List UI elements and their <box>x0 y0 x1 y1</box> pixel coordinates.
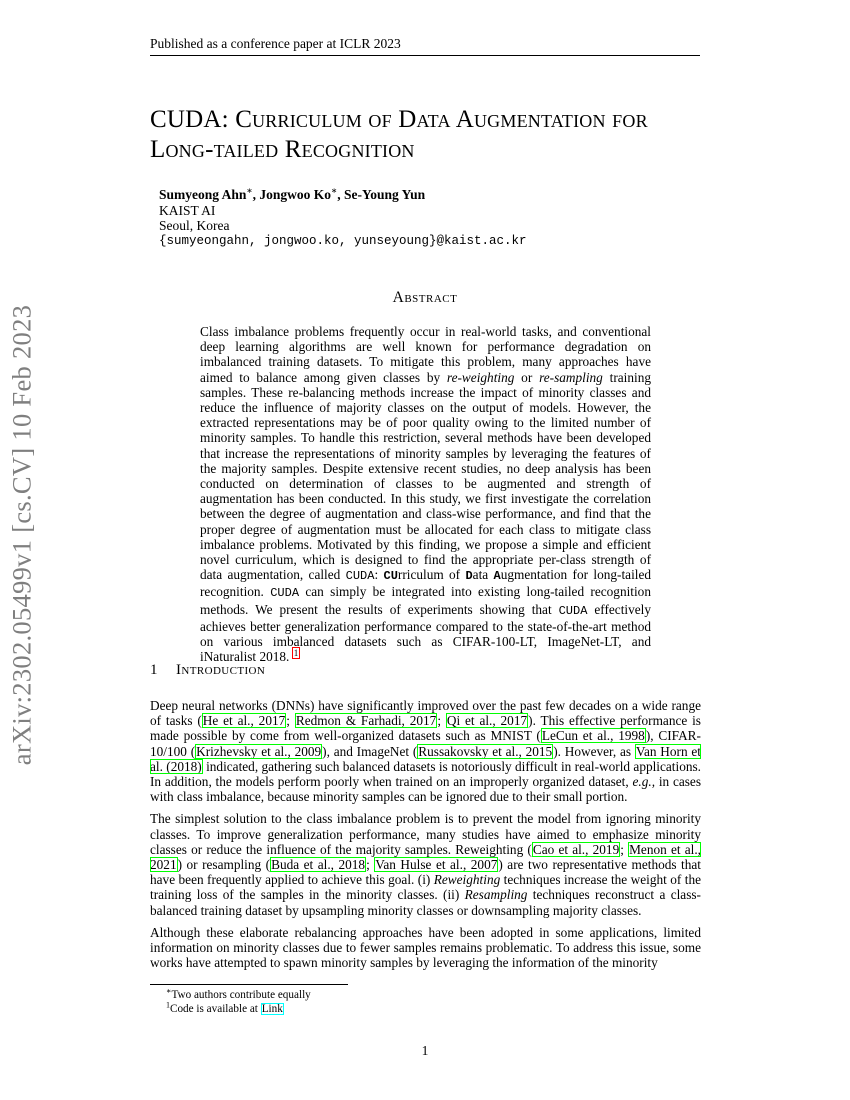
citation-link[interactable]: Menon et al., 2021 <box>150 841 701 873</box>
abstract-heading: Abstract <box>392 289 458 306</box>
cuda-name: CUDA <box>345 569 375 584</box>
author-block <box>159 187 527 249</box>
arxiv-stamp[interactable] <box>0 292 44 778</box>
arxiv-stamp-text: arXiv:2302.05499v1 [cs.CV] 10 Feb 2023 <box>6 304 37 766</box>
paper-title <box>150 105 710 165</box>
footnote-1-link[interactable]: 1 <box>293 647 299 658</box>
footnote-code: $^1$Code is available at Link <box>166 1000 283 1015</box>
equal-contrib-mark: ∗ <box>331 185 338 196</box>
page-number: 1 <box>421 1043 429 1058</box>
citation-link[interactable]: Qi et al., 2017 <box>446 713 528 729</box>
title-line-2: Long-tailed Recognition <box>150 136 415 163</box>
introduction-body <box>150 698 701 977</box>
intro-paragraph-1: Deep neural networks (DNNs) have significantly improved over the past few decades on a wide range of tasks (He et al., 2017; Redmon & Farhadi, 2017; Qi et al., 2017). This effective performance is made possible by come from well-organized datasets such as MNIST (LeCun et al., 1998), CIFAR-10/100 (Krizhevsky et al., 2009), and ImageNet (Russakovsky et al., 2015). However, as Van Horn et al. (2018) indicated, gathering such balanced datasets is notoriously difficult in real-world applications. In addition, the models perform poorly when trained on an improperly organized dataset, e.g., in cases with class imbalance, because minority samples can be ignored due to their small portion. <box>150 698 702 805</box>
footnote-equal-contribution: ∗Two authors contribute equally <box>166 986 311 1001</box>
section-heading-introduction: 1 Introduction <box>150 662 266 678</box>
author-names <box>159 187 527 203</box>
citation-link[interactable]: Redmon & Farhadi, 2017 <box>295 713 437 729</box>
footnote-rule <box>150 984 348 985</box>
title-line-1: CUDA: Curriculum of Data Augmentation for <box>150 106 648 133</box>
author-1: Sumyeong Ahn <box>159 187 247 202</box>
affiliation: KAIST AI <box>159 202 216 218</box>
running-header: Published as a conference paper at ICLR 2023 <box>150 36 700 56</box>
citation-link[interactable]: Buda et al., 2018 <box>271 857 366 873</box>
author-3: , Se-Young Yun <box>337 187 426 202</box>
author-emails: {sumyeongahn, jongwoo.ko, yunseyoung}@kaist.ac.kr <box>159 233 527 248</box>
equal-contrib-mark: ∗ <box>246 185 253 196</box>
citation-link[interactable]: Van Horn et al. (2018) <box>150 743 701 774</box>
intro-paragraph-3: Although these elaborate rebalancing approaches have been adopted in some applications, limited information on minority classes due to fewer samples remains problematic. To address this issue, some works have attempted to spawn minority samples by leveraging the information of the minority <box>150 924 701 971</box>
intro-paragraph-2: The simplest solution to the class imbalance problem is to prevent the model from ignoring minority classes. To improve generalization performance, many studies have aimed to emphasize minority classes or reduce the influence of the majority samples. Reweighting (Cao et al., 2019; Menon et al., 2021) or resampling (Buda et al., 2018; Van Hulse et al., 2007) are two representative methods that have been frequently applied to achieve this goal. (i) Reweighting techniques increase the weight of the training loss of the samples in the minority classes. (ii) Resampling techniques reconstruct a class-balanced training dataset by upsampling minority classes or downsampling majority classes. <box>150 811 701 918</box>
citation-link[interactable]: He et al., 2017 <box>202 713 286 729</box>
author-2: , Jongwoo Ko <box>252 187 332 202</box>
citation-link[interactable]: Krizhevsky et al., 2009 <box>196 743 322 759</box>
citation-link[interactable]: Van Hulse et al., 2007 <box>375 857 498 873</box>
abstract-body: Class imbalance problems frequently occur in real-world tasks, and conventional deep learning algorithms are well known for performance degradation on imbalanced training datasets. To mitigate this problem, many approaches have aimed to balance among given classes by re-weighting or re-sampling training samples. These re-balancing methods increase the impact of minority classes and reduce the influence of majority classes on the output of models. However, the extracted representations may be of poor quality owing to the limited number of minority samples. To handle this restriction, several methods have been developed that increase the representations of minority samples by leveraging the features of the majority samples. Despite extensive recent studies, no deep analysis has been conducted on determination of classes to be augmented and strength of augmentation has been conducted. In this study, we first investigate the correlation between the degree of augmentation and class-wise performance, and find that the proper degree of augmentation must be allocated for each class to mitigate class imbalance problems. Motivated by this finding, we propose a simple and efficient novel curriculum, which is designed to find the appropriate per-class strength of data augmentation, called CUDA: CUrriculum of Data Augmentation for long-tailed recognition. CUDA can simply be integrated into existing long-tailed recognition methods. We present the results of experiments showing that CUDA effectively achieves better generalization performance compared to the state-of-the-art method on various imbalanced datasets such as CIFAR-100-LT, ImageNet-LT, and iNaturalist 2018. $^1$ <box>200 324 652 665</box>
citation-link[interactable]: Russakovsky et al., 2015 <box>418 743 553 759</box>
code-link[interactable]: Link <box>261 1003 283 1015</box>
location: Seoul, Korea <box>159 218 230 233</box>
footnotes <box>150 984 701 1016</box>
citation-link[interactable]: LeCun et al., 1998 <box>541 728 645 744</box>
citation-link[interactable]: Cao et al., 2019 <box>532 841 620 857</box>
